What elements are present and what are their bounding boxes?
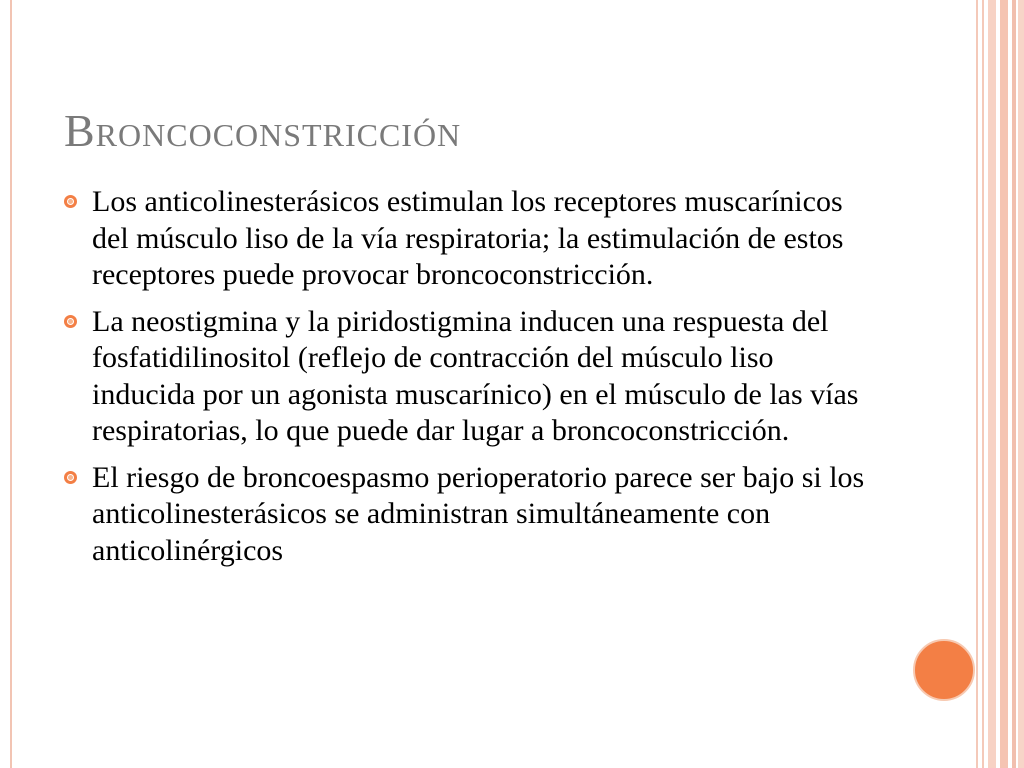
stripe xyxy=(1018,0,1024,768)
stripe xyxy=(988,0,996,768)
bullet-text: El riesgo de broncoespasmo perioperatorio parece ser bajo si los anticolinesterásicos se administran simultáneamente con anticolinérgicos xyxy=(92,460,865,567)
slide-title: Broncoconstricción xyxy=(64,105,462,156)
decorative-circle-icon xyxy=(913,639,975,701)
stripe xyxy=(982,0,984,768)
stripe xyxy=(1000,0,1008,768)
bullet-text: Los anticolinesterásicos estimulan los receptores muscarínicos del músculo liso de la vía respiratoria; la estimulación de estos receptores puede provocar broncoconstricción. xyxy=(92,185,844,291)
left-border-line xyxy=(10,0,12,768)
bullet-circle-icon xyxy=(64,315,77,328)
stripe xyxy=(1012,0,1016,768)
list-item xyxy=(64,184,884,294)
bullet-list xyxy=(64,184,884,579)
stripe xyxy=(976,0,978,768)
list-item xyxy=(64,304,884,450)
bullet-text: La neostigmina y la piridostigmina inducen una respuesta del fosfatidilinositol (reflejo de contracción del músculo liso inducida por un agonista muscarínico) en el músculo de las vías respiratorias, lo que puede dar lugar a broncoconstricción. xyxy=(92,304,859,447)
bullet-circle-icon xyxy=(64,471,77,484)
right-decorative-stripes xyxy=(976,0,1024,768)
list-item xyxy=(64,460,884,570)
bullet-circle-icon xyxy=(64,195,77,208)
